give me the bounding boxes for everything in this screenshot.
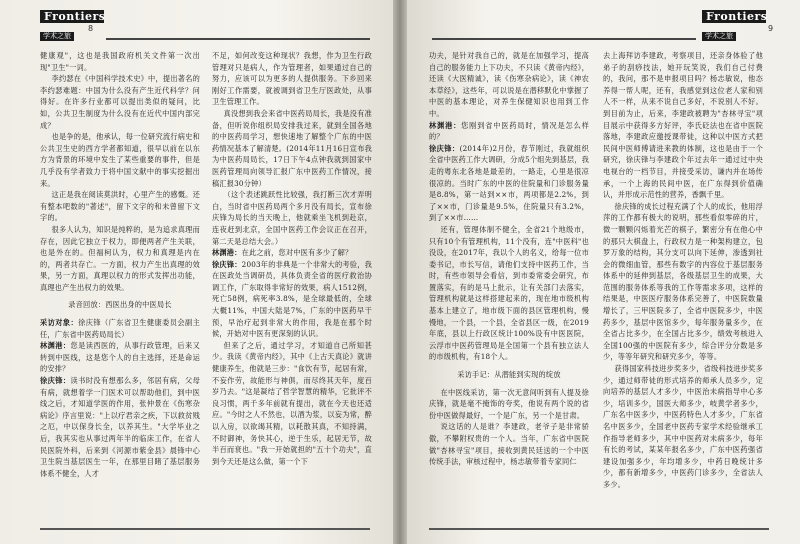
paragraph: 徐庆锋：(2014年)2月份，春节刚过，我就组织全省中医药工作大调研，分成5个组先到基层，我走的粤东北各地是最差的，一路走，心里是很凉很凉的。当时广东的中医的住院量和门诊服务量是8.8%，第一站到××市，两项都是2.2%，到了××市，门诊量是9.5%，住院量只有3.2%，到了××市…… <box>429 143 589 223</box>
brand-subtitle: 学术之旅 <box>702 32 736 41</box>
brand-logo <box>702 10 768 40</box>
left-page <box>0 0 393 544</box>
speaker-label: 林渊港： <box>212 248 242 258</box>
paragraph: 在中医线采访，第一次无意间听到有人提及徐庆锋，就是毫不掩饰的夸奖，他说有两个说的省份中医做得最好，一个是广东，另一个是甘肃。 <box>429 387 589 420</box>
left-header <box>40 10 370 38</box>
speaker-label: 林渊港： <box>40 341 71 351</box>
brand-subtitle: 学术之旅 <box>40 32 74 41</box>
paragraph: 功夫，是针对我自己的，就是在加强学习，提高自己的服务能力上下功夫，不只读《黄帝内经》，还读《大医精诚》，读《伤寒杂病论》，读《神农本草经》，这些年，可以说是在潜移默化中掌握了中医的基本理论，对养生保健知识也用到工作中。 <box>429 51 589 118</box>
section-subheading: 录音回放：西医出身的中医局长 <box>68 300 172 310</box>
page-number-left: 8 <box>88 24 94 33</box>
paragraph: 林渊港：在此之前，您对中医有多少了解？ <box>212 248 353 258</box>
brand-title: Frontiers <box>702 10 766 23</box>
brand-logo <box>40 10 106 40</box>
paragraph: 去上海拜访李建政，考察项目，还亲身体验了他弟子的刮痧技法，她开玩笑说，我们自己付费的，我问，那不是申报项目吗？杨志敏说，他态养得一帮人呢，还有，我感觉到这位老人家和别人不一样，从来不说自己多好，不说别人不好。到目前为止，后来，李建政被聘为"杏林寻宝"项目展示中获得多方好评，李氏砭法也在省中医院落地，李建政应邀授课带徒，这种以中医方式把民间中医师傅请进来教的体制，这也是由于一个研究，徐庆锋与李建政个年过去年一通过过中央电视台的一档节目，并接受采访，谦内并在场传承，一个上海的民间中医，在广东得到价值确认，并形成示范性的营养，香飘千里。 <box>603 51 763 200</box>
section-subheading: 采访手记：从潜能到实现的绽放 <box>457 370 561 380</box>
paragraph: 不足，如何改变这种现状？我想，作为卫生行政管理对只是病人，作为管理者，如果通过自己的努力，应该可以为更多的人提供服务。下乡回来刚好工作需要，就被调到省卫生厅医政处，从事卫生管理工作。 <box>212 51 372 107</box>
paragraph: 徐庆锋的成长过程充满了个人的成长，他用浮萍的工作都有极大的说明，那些看似零碎的片，微一颗颗闪烁着光芒的棋子，繁密分有在他心中的那只大棋盘上，行政权力是一种架构建立，包罗万象的结构，其分支可以向下延伸，渗透到社会的微细血管，那些有数字的内容位于基层服务体系中的延伸到基层，各级基层卫生的成果，大范围的服务体系等我的工作等需求多项，这样的结果是，中医医疗服务体系完善了，中医院数量增长了，三甲医院多了，全省中医院多少，中医药多少，基层中医馆多少，每年服务量多少，在全省占比多少，在全国占比多少，绩效考核进入全国100强的中医院有多少，综合评分分数是多少，等等年研究和研究多少，等等。 <box>603 201 763 362</box>
left-column-2 <box>212 50 372 467</box>
paragraph: 这正是我在阅读莫洪时，心里产生的感慨。还有整本吧数的"著述"，留下文字的和未曾留下文字的。 <box>40 190 200 223</box>
right-column-2 <box>603 50 763 491</box>
paragraph: 李约瑟在《中国科学技术史》中，提出著名的李约瑟难题：中国为什么没有产生近代科学？问得好。在许多行业都可以提出类似的疑问，比如，公共卫生制度为什么没有在近代中国内部完成？ <box>40 74 200 130</box>
paragraph: 很多人认为，知识是纯粹的，是为追求真理而存在，因此它独立于权力，即便两者产生关联，也是外在的。但福柯认为，权力和真理是内在的，两者共存亡。一方面，权力产生出真理的效果，另一方面，真理以权力的形式发挥出功能，真理也产生出权力的效果。 <box>40 224 200 292</box>
speaker-label: 徐庆锋： <box>212 259 242 269</box>
footer-rule <box>40 528 370 530</box>
right-page <box>407 0 800 544</box>
paragraph: 林渊港：您刚到省中医药局时，情况是怎么样的？ <box>429 120 590 142</box>
book-gutter <box>393 0 407 544</box>
paragraph: 健康观"，这也是我国政府机关文件第一次出现"卫生"一词。 <box>40 51 200 72</box>
speaker-label: 徐庆锋： <box>40 376 71 386</box>
speaker-label: 徐庆锋： <box>429 143 460 153</box>
paragraph: 也是争的是，他承认，每一位研究流行病史和公共卫生史的西方学者都知道，很早以前在以东方为背景的环境中发生了某些重要的事件，但是几乎没有学者致力于将中国文献中的事实挖掘出来。 <box>40 132 200 188</box>
left-column-1 <box>40 50 200 479</box>
right-header <box>672 10 772 38</box>
speaker-label: 采访对象： <box>40 318 79 328</box>
speaker-label: 林渊港： <box>429 120 462 130</box>
paragraph: 林渊港：您是读西医的，从事行政管理，后来又转到中医线，这是您个人的自主选择，还是命运的安排？ <box>40 341 200 374</box>
paragraph: 获得国家科技进步奖多少，省级科技进步奖多少，通过师带徒的形式培养的师承人员多少，定向培养的基层人才多少，中医治未病指导中心多少，培训多少，国医大师多少，岐黄学者多少，广东名中医多少，中医药特色人才多少，广东省名中医多少，全国老中医药专家学术经验继承工作指导老师多少，其中中医药对未病多少，每年有长的考试，某某年报名多少，广东中医药强省建设加强多少，年均增多少，中药日晚统计多少，都有新增多少，中医药门诊多少，全省法人多少。 <box>603 364 763 489</box>
header-rule <box>106 38 370 40</box>
paragraph: 但来了之后，通过学习，才知道自己所知甚少。我读《黄帝内经》，其中《上古天真论》就讲健康养生，他就是三步："食饮有节，起居有常，不妄作劳，故能形与神俱，而尽终其天年，度百岁乃去。"这是凝结了哲学智慧的精华，它批评不良习惯，两千多年前就有提出，就在今天也还适应。"今时之人不然也，以酒为浆，以妄为常，醉以入房，以欲竭其精，以耗散其真，不知持满，不时御神，务快其心，逆于生乐，起居无节，故半百而衰也。"我一开始就担的"五十个功夫"，直到今天还是这么做，第一个下 <box>212 340 372 466</box>
brand-title: Frontiers <box>40 10 104 23</box>
paragraph: 说这话的人是谁？李建政，老爷子是非常骄傲，不攀附权贵的一个人。当年，广东省中医院做"杏林寻宝"项目，接收到黄民廷送的一个中医传统手法，审核过程中，杨志敏带着专家同仁 <box>429 422 589 467</box>
right-column-1 <box>429 50 589 468</box>
paragraph: （这个表述跳跃性比较强，我打断三次才弄明白，当时省中医药局两个多月没有局长，宣布徐庆锋为局长的当天晚上，他就乘坐飞机到赴京，连夜赶到北京，全国中医药工作会议正在召开，第二天是总结大会。） <box>212 190 372 246</box>
paragraph: 采访对象：徐庆锋（广东省卫生健康委员会副主任，广东省中医药局局长） <box>40 318 200 339</box>
paragraph: 徐庆锋：2003年的非典是一个非常大的考验，我在医政处当调研员，具体负责全省的医疗救治协调工作，广东取得非常好的效果，病人1512例，死亡58例，病死率3.8%，是全球最低的，全球大概11%，中国大陆是7%，广东的中医药早干预，早治疗起到非常大的作用，我是在那个时候，开始对中医有更深刻的认识。 <box>212 259 372 339</box>
page-number-right: 9 <box>768 24 774 33</box>
header-rule <box>432 38 696 40</box>
paragraph: 还有，管理体制不健全，全省21个地级市，只有10个有管理机构，11个没有，连"中医科"也没设，在2017年，我以个人的名义，给每一位市委书记，市长写信，请他们支持中医药工作，当时，有些市领导会看信，到市委常委会研究，布置落实，有的是马上批示，让有关部门去落实，管理机构就是这样搭建起来的，现在地市级机构基本上建立了，地市级下面的县区管理机构，慢慢地，一个县，一个县，全省县区一级，在2019年底，县以上行政区统计100%设有中医医院，云浮市中医药管理局是全国第一个县有独立法人的市级机构，有18个人。 <box>429 224 589 362</box>
paragraph: 徐庆锋：读书时没有想那么多，邻居有病，父母有病，就想着学一门医术可以帮助他们，到中医线之后，才知道学医的作用，张仲景在《伤寒杂病论》序言里说："上以疗君亲之疾，下以救贫贱之厄，中以保身长全，以养其生。"大学毕业之后，我其实也从事过两年半的临床工作，在省人民医院外科，后来到《河源市紫金县》晨锋中心卫生院当基层医生一年，在那里目睹了基层服务体系不健全，人才 <box>40 376 200 478</box>
paragraph: 真没想到我会来省中医药局局长，我是没有准备，但听说你组织局安排我过来，就到全国各地的中医药局学习，想快速地了解整个广东的中医药情况基本了解清楚。(2014年11月16日宣布我为中医药局局长，17日下午4点钟我就到国家中医药管理局向领导汇报广东中医药工作情况，接稿汇报30分钟） <box>212 108 372 188</box>
footer-rule <box>429 528 769 530</box>
